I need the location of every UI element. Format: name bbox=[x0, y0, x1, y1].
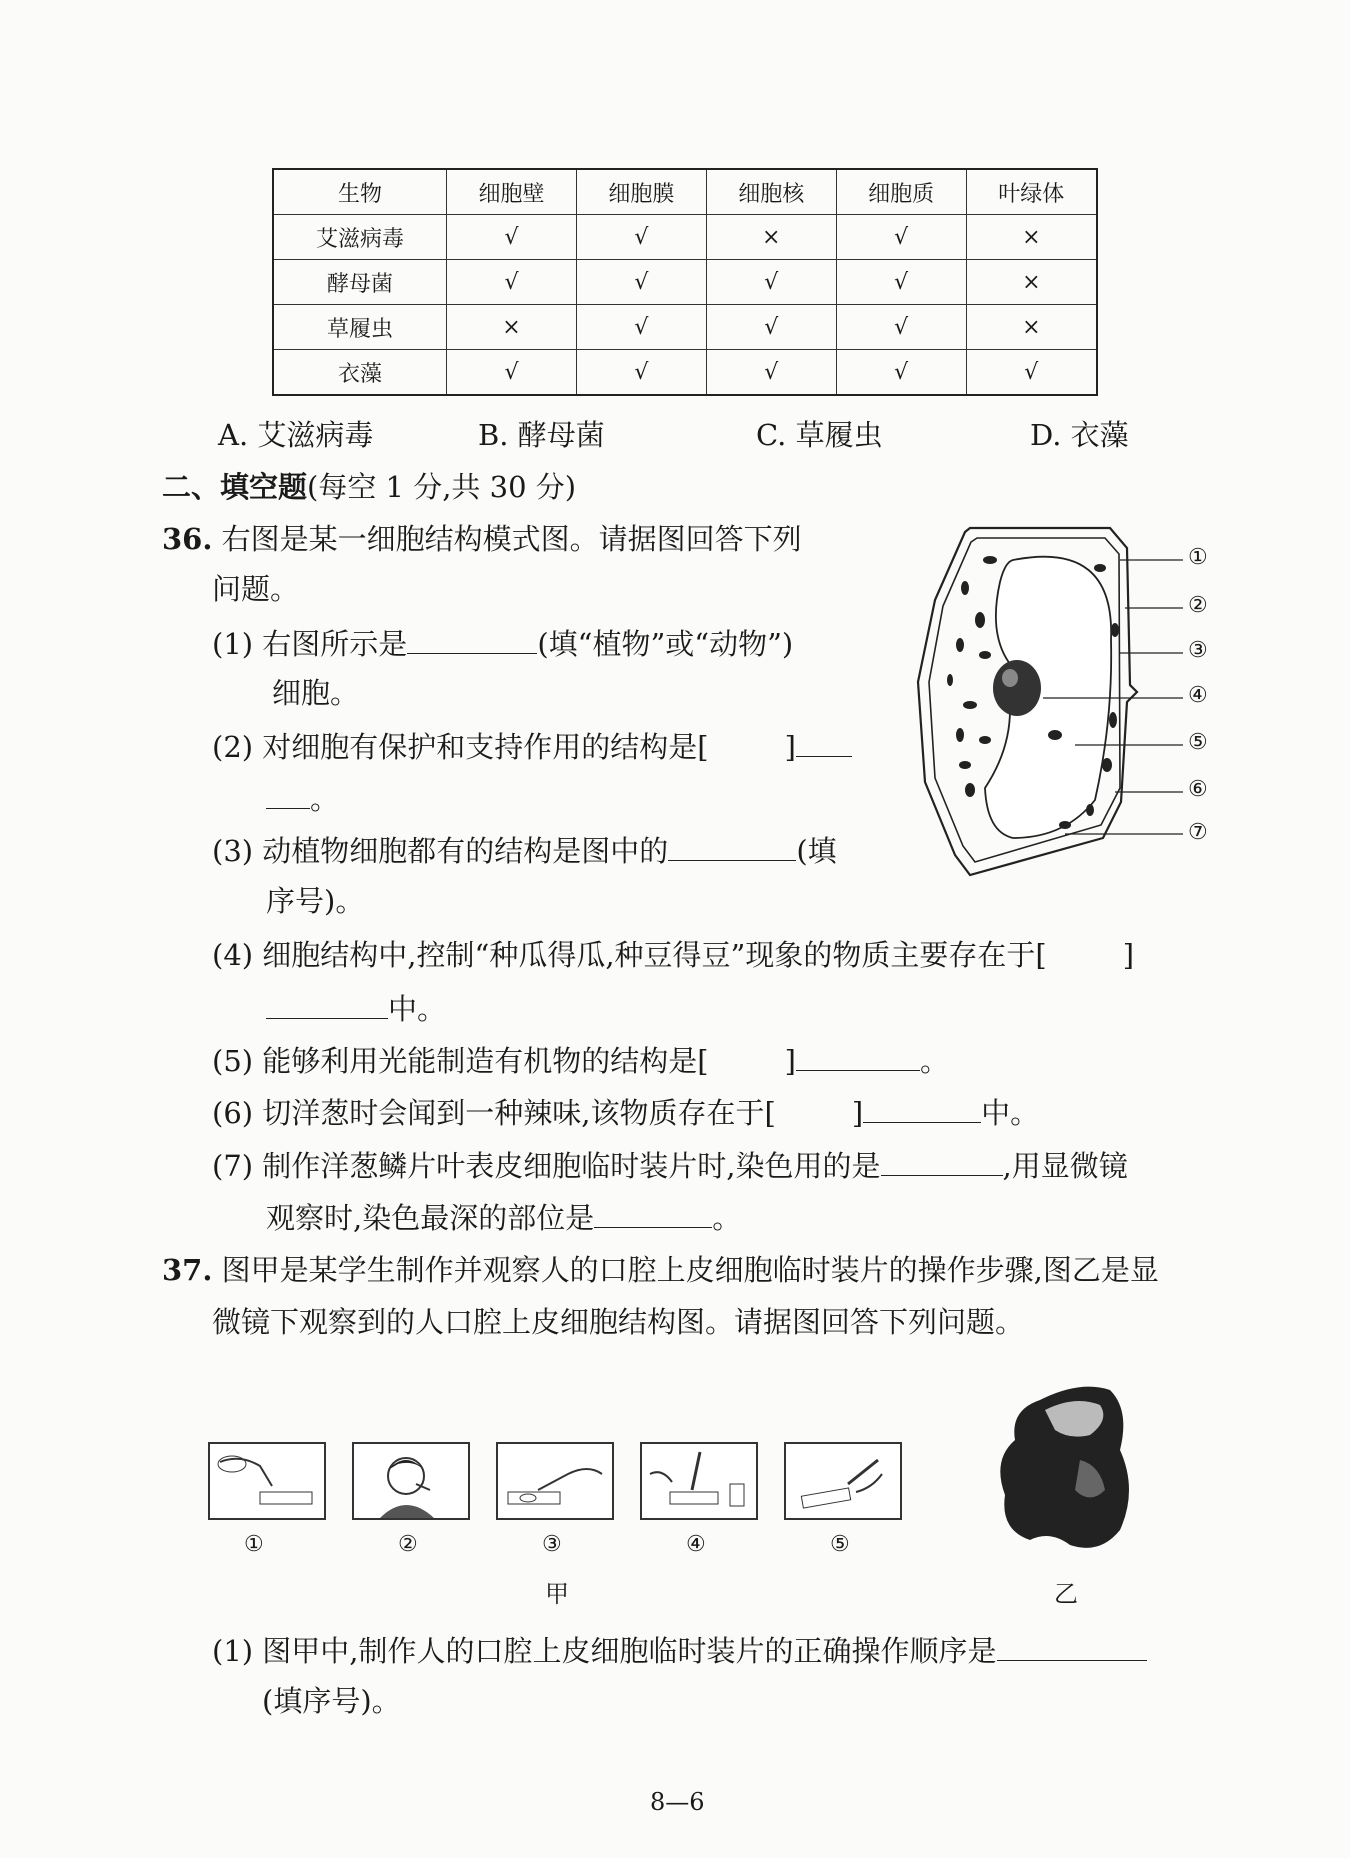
answer-blank[interactable] bbox=[796, 1042, 920, 1071]
table-header: 叶绿体 bbox=[966, 169, 1097, 215]
q36-part4 bbox=[212, 938, 1134, 973]
step-image-3 bbox=[496, 1442, 614, 1520]
answer-blank[interactable] bbox=[881, 1147, 1003, 1176]
q36-p5-text: (5) 能够利用光能制造有机物的结构是[ bbox=[212, 1044, 709, 1078]
cell-label-2: ② bbox=[1188, 593, 1208, 618]
q36-part2-cont bbox=[266, 780, 339, 817]
table-cell: × bbox=[966, 215, 1097, 260]
section-title bbox=[162, 470, 576, 505]
q36-p3-text: (3) 动植物细胞都有的结构是图中的 bbox=[212, 834, 669, 868]
table-header-row bbox=[273, 169, 1097, 215]
cell-label-7: ⑦ bbox=[1188, 820, 1208, 845]
answer-blank[interactable] bbox=[266, 990, 388, 1019]
q37-part1-cont: (填序号)。 bbox=[262, 1684, 401, 1718]
table-cell: √ bbox=[447, 260, 577, 305]
table-cell: √ bbox=[576, 350, 706, 396]
q36-part4-cont bbox=[266, 990, 446, 1027]
step-label-4: ④ bbox=[686, 1532, 706, 1557]
cell-label-1: ① bbox=[1188, 545, 1208, 570]
option-d: D. 衣藻 bbox=[1030, 418, 1129, 452]
bracket-close: ] bbox=[851, 1096, 864, 1130]
q37-stem: 图甲是某学生制作并观察人的口腔上皮细胞临时装片的操作步骤,图乙是显 bbox=[221, 1253, 1159, 1287]
step-label-2: ② bbox=[398, 1532, 418, 1557]
step-image-1 bbox=[208, 1442, 326, 1520]
table-cell: √ bbox=[706, 350, 836, 396]
nucleolus bbox=[1002, 669, 1018, 687]
option-a: A. 艾滋病毒 bbox=[218, 418, 374, 452]
page-number: 8—6 bbox=[650, 1788, 705, 1816]
q36-p5-end: 。 bbox=[919, 1044, 949, 1078]
table-cell: √ bbox=[706, 260, 836, 305]
table-cell: √ bbox=[447, 215, 577, 260]
q36-p1-hint: (填“植物”或“动物”) bbox=[537, 627, 794, 661]
answer-blank[interactable] bbox=[796, 728, 852, 757]
answer-blank[interactable] bbox=[668, 832, 796, 861]
table-cell: 酵母菌 bbox=[273, 260, 447, 305]
q36-part5 bbox=[212, 1042, 949, 1079]
q36-part7 bbox=[212, 1147, 1128, 1184]
q36-p7-text: (7) 制作洋葱鳞片叶表皮细胞临时装片时,染色用的是 bbox=[212, 1149, 881, 1183]
q36-part3-cont: 序号)。 bbox=[266, 884, 365, 918]
q36-part1-cont: 细胞。 bbox=[272, 676, 360, 710]
bracket-close: ] bbox=[1122, 938, 1135, 972]
table-row bbox=[273, 305, 1097, 350]
answer-blank[interactable] bbox=[266, 780, 310, 809]
q36-p2-end: 。 bbox=[310, 782, 340, 816]
table-cell: √ bbox=[447, 350, 577, 396]
q36-p3-hint: (填 bbox=[796, 834, 837, 868]
q37-part1 bbox=[212, 1632, 1147, 1669]
answer-blank[interactable] bbox=[594, 1199, 712, 1228]
q36-part3 bbox=[212, 832, 837, 869]
cell-label-5: ⑤ bbox=[1188, 730, 1208, 755]
q36-stem-line1 bbox=[162, 522, 802, 557]
table-cell: √ bbox=[966, 350, 1097, 396]
section-heading: 二、填空题 bbox=[162, 470, 308, 504]
table-cell: × bbox=[447, 305, 577, 350]
table-header: 细胞膜 bbox=[576, 169, 706, 215]
cell-structure-table bbox=[272, 168, 1098, 396]
table-row bbox=[273, 350, 1097, 396]
table-cell: × bbox=[966, 260, 1097, 305]
table-header: 细胞核 bbox=[706, 169, 836, 215]
table-cell: √ bbox=[836, 260, 966, 305]
q36-p4-text: (4) 细胞结构中,控制“种瓜得瓜,种豆得豆”现象的物质主要存在于[ bbox=[212, 938, 1047, 972]
q37-p1-text: (1) 图甲中,制作人的口腔上皮细胞临时装片的正确操作顺序是 bbox=[212, 1634, 997, 1668]
cell-label-3: ③ bbox=[1188, 638, 1208, 663]
q37-number: 37. bbox=[162, 1253, 213, 1287]
cell-label-4: ④ bbox=[1188, 683, 1208, 708]
q36-part1 bbox=[212, 625, 793, 662]
table-row bbox=[273, 215, 1097, 260]
step-image-2 bbox=[352, 1442, 470, 1520]
table-row bbox=[273, 260, 1097, 305]
table-cell: 衣藻 bbox=[273, 350, 447, 396]
step-image-5 bbox=[784, 1442, 902, 1520]
table-header: 细胞质 bbox=[836, 169, 966, 215]
section-note: (每空 1 分,共 30 分) bbox=[307, 470, 577, 504]
table-cell: √ bbox=[836, 215, 966, 260]
q37-stem-line2: 微镜下观察到的人口腔上皮细胞结构图。请据图回答下列问题。 bbox=[212, 1305, 1025, 1339]
option-c: C. 草履虫 bbox=[756, 418, 883, 452]
q36-p7-mid: ,用显微镜 bbox=[1002, 1149, 1128, 1183]
q36-stem-line2: 问题。 bbox=[212, 572, 300, 606]
q36-p1-text: (1) 右图所示是 bbox=[212, 627, 408, 661]
q36-p6-end: 中。 bbox=[981, 1096, 1040, 1130]
q36-part2 bbox=[212, 728, 852, 765]
answer-blank[interactable] bbox=[407, 625, 537, 654]
q36-stem: 右图是某一细胞结构模式图。请据图回答下列 bbox=[221, 522, 802, 556]
cell-label-6: ⑥ bbox=[1188, 777, 1208, 802]
nucleus bbox=[993, 660, 1041, 716]
table-header: 生物 bbox=[273, 169, 447, 215]
answer-blank[interactable] bbox=[997, 1632, 1147, 1661]
q36-part7-cont bbox=[266, 1199, 741, 1236]
table-cell: √ bbox=[576, 305, 706, 350]
step-label-1: ① bbox=[244, 1532, 264, 1557]
q36-p4-end: 中。 bbox=[388, 992, 447, 1026]
option-b: B. 酵母菌 bbox=[478, 418, 605, 452]
table-cell: × bbox=[966, 305, 1097, 350]
table-cell: × bbox=[706, 215, 836, 260]
step-image-4 bbox=[640, 1442, 758, 1520]
q36-number: 36. bbox=[162, 522, 213, 556]
table-cell: 艾滋病毒 bbox=[273, 215, 447, 260]
table-cell: √ bbox=[576, 215, 706, 260]
bracket-close: ] bbox=[784, 1044, 796, 1078]
q37-stem-line1 bbox=[162, 1253, 1159, 1288]
answer-blank[interactable] bbox=[863, 1094, 981, 1123]
step-label-5: ⑤ bbox=[830, 1532, 850, 1557]
plant-cell-diagram bbox=[915, 520, 1215, 880]
table-cell: 草履虫 bbox=[273, 305, 447, 350]
cheek-cell-micrograph bbox=[990, 1380, 1140, 1560]
table-cell: √ bbox=[836, 350, 966, 396]
figure-label-yi: 乙 bbox=[1054, 1580, 1078, 1608]
table-cell: √ bbox=[706, 305, 836, 350]
table-cell: √ bbox=[836, 305, 966, 350]
table-cell: √ bbox=[576, 260, 706, 305]
table-header: 细胞壁 bbox=[447, 169, 577, 215]
q36-p6-text: (6) 切洋葱时会闻到一种辣味,该物质存在于[ bbox=[212, 1096, 776, 1130]
q36-part6 bbox=[212, 1094, 1039, 1131]
q36-p2-text: (2) 对细胞有保护和支持作用的结构是[ bbox=[212, 730, 709, 764]
q36-p7-end: 。 bbox=[712, 1201, 742, 1235]
q36-p7-text2: 观察时,染色最深的部位是 bbox=[266, 1201, 595, 1235]
bracket-close: ] bbox=[784, 730, 796, 764]
step-label-3: ③ bbox=[542, 1532, 562, 1557]
figure-label-jia: 甲 bbox=[545, 1580, 569, 1608]
